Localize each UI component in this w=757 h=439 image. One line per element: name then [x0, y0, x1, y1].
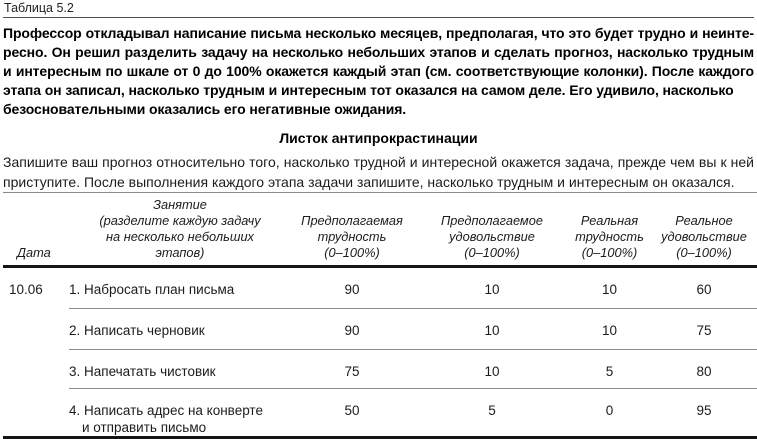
- task-text-continued: и отправить письмо: [82, 420, 207, 435]
- header-line: Занятие: [153, 197, 207, 212]
- table-caption: Таблица 5.2: [3, 2, 754, 18]
- header-line: удовольствие: [449, 229, 535, 244]
- description-line: приступите. После выполнения каждого этапа задачи запишите, насколько трудным и интересным он оказался.: [3, 173, 735, 190]
- task-cell: [69, 389, 291, 438]
- table-body: [3, 267, 757, 438]
- predicted-difficulty-value: 90: [344, 282, 360, 297]
- worksheet-description: [3, 153, 754, 192]
- header-line: Реальное: [675, 213, 733, 228]
- worksheet-title: Листок антипрокрастинации: [279, 130, 478, 146]
- col-header-predicted-difficulty: [291, 193, 413, 267]
- date-cell: [3, 309, 69, 350]
- header-line: Предполагаемое: [441, 213, 543, 228]
- actual-pleasure-value: 60: [696, 282, 712, 297]
- header-line: трудность: [317, 229, 387, 244]
- header-line: (0–100%): [324, 245, 380, 260]
- col-header-date: [3, 193, 69, 267]
- actual-pleasure-value: 75: [648, 309, 757, 350]
- task-cell: [69, 350, 291, 389]
- header-line: этапов): [155, 245, 205, 260]
- actual-difficulty-value: 10: [571, 309, 648, 350]
- task-text: 1. Набросать план письма: [69, 282, 235, 297]
- col-header-actual-difficulty: [571, 193, 648, 267]
- date-cell: 10.06: [9, 282, 43, 297]
- predicted-pleasure-value: 10: [413, 309, 571, 350]
- header-line: (0–100%): [464, 245, 520, 260]
- lead-line: Профессор откладывал написание письма несколько месяцев, предполагая, что это будет трудно и неинте-: [3, 25, 754, 41]
- header-line: на несколько небольших: [106, 229, 254, 244]
- antiprocrastination-table: [3, 192, 757, 439]
- actual-pleasure-value: 95: [648, 389, 757, 438]
- table-header: [3, 193, 757, 267]
- table-row: [3, 267, 757, 309]
- predicted-pleasure-value: 10: [413, 350, 571, 389]
- lead-paragraph: [3, 24, 754, 119]
- table-row: [3, 389, 757, 438]
- task-cell: [69, 267, 291, 309]
- date-cell: [3, 350, 69, 389]
- header-line: удовольствие: [661, 229, 747, 244]
- header-row: [3, 193, 757, 267]
- predicted-pleasure-value: 10: [484, 282, 500, 297]
- date-cell: [3, 389, 69, 438]
- actual-difficulty-value: 5: [571, 350, 648, 389]
- table-row: [3, 309, 757, 350]
- actual-pleasure-value: 80: [648, 350, 757, 389]
- header-line: Реальная: [580, 213, 639, 228]
- header-line: (0–100%): [676, 245, 732, 260]
- predicted-difficulty-value: 75: [291, 350, 413, 389]
- description-line: Запишите ваш прогноз относительно того, насколько трудной и интересной окажется задача, прежде чем вы к ней: [3, 154, 754, 170]
- lead-line: ресно. Он решил разделить задачу на несколько небольших этапов и сделать прогноз, насколько трудным: [3, 44, 754, 60]
- task-cell: [69, 309, 291, 350]
- predicted-pleasure-value: 5: [413, 389, 571, 438]
- header-line: трудность: [575, 229, 644, 244]
- col-header-actual-pleasure: [648, 193, 757, 267]
- task-text: 2. Написать черновик: [69, 323, 205, 338]
- actual-difficulty-value: 0: [571, 389, 648, 438]
- lead-line: и интересным по шкале от 0 до 100% окажется каждый этап (см. соответствующие колонки). После каждого: [3, 63, 754, 79]
- task-text: 3. Напечатать чистовик: [69, 364, 216, 379]
- predicted-difficulty-value: 90: [291, 309, 413, 350]
- col-header-activity: [69, 193, 291, 267]
- lead-line: безосновательными оказались его негативные ожидания.: [3, 101, 407, 117]
- lead-line: этапа он записал, насколько трудным и интересным тот оказался на самом деле. Его удивило, насколько: [3, 82, 734, 98]
- actual-difficulty-value: 10: [601, 282, 618, 297]
- header-line: (разделите каждую задачу: [99, 213, 261, 228]
- col-header-predicted-pleasure: [413, 193, 571, 267]
- task-text: 4. Написать адрес на конверте: [69, 403, 263, 418]
- table-row: [3, 350, 757, 389]
- header-line: (0–100%): [581, 245, 638, 260]
- header-line: Предполагаемая: [301, 213, 403, 228]
- predicted-difficulty-value: 50: [291, 389, 413, 438]
- col-header-date-label: Дата: [17, 245, 51, 260]
